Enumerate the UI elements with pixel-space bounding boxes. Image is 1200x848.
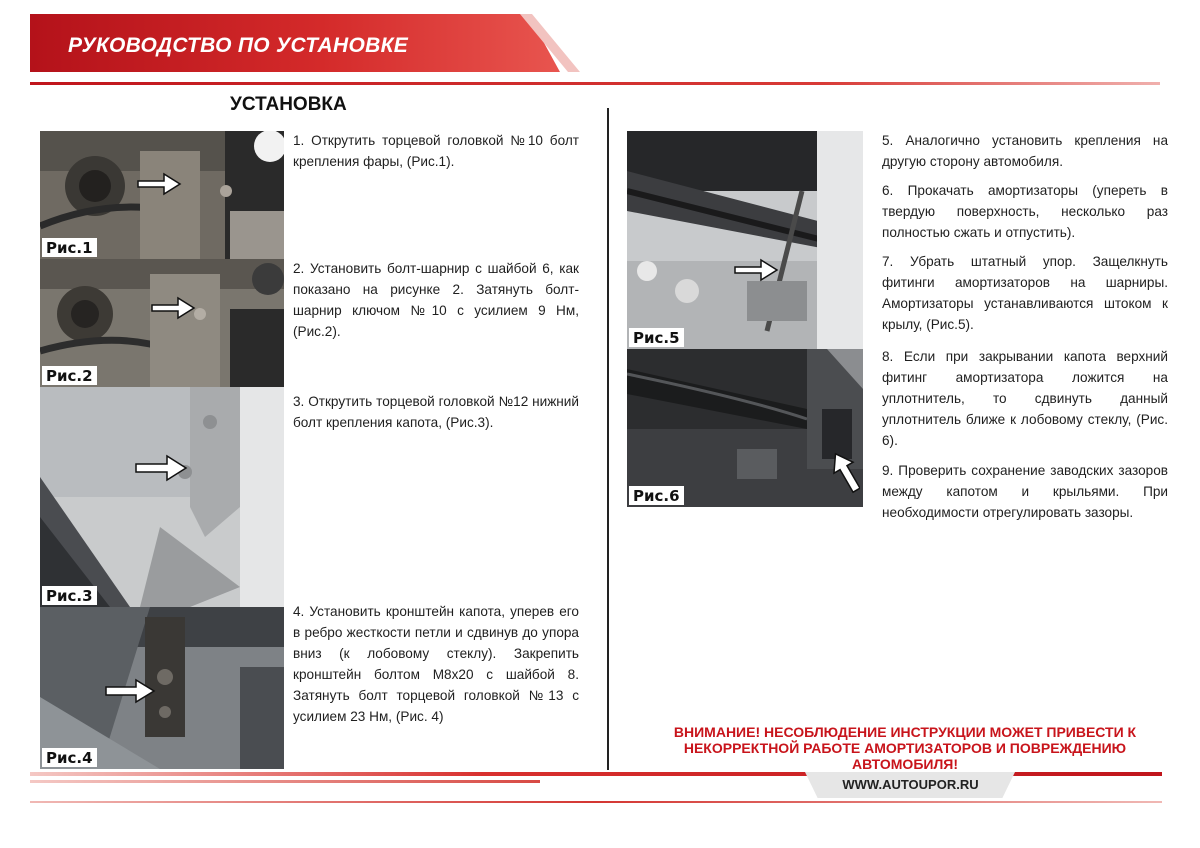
figure-1-photo — [40, 131, 284, 259]
step-3: 3. Открутить торцевой головкой №12 нижний болт крепления капота, (Рис.3). — [293, 394, 579, 430]
white-arrow-icon — [136, 171, 182, 197]
column-divider — [607, 108, 609, 770]
step-4: 4. Установить кронштейн капота, уперев его в ребро жесткости петли и сдвинув до упора вниз (к лобовому стеклу). Закрепить кронштейн болтом М8х20 с шайбой 8. Затянуть болт торцевой головкой №13 с усилием 23 Нм, (Рис. 4) — [293, 604, 579, 724]
header-divider — [30, 82, 1160, 85]
step-6: 6. Прокачать амортизаторы (упереть в твердую поверхность, несколько раз полностью сжать и отпустить). — [882, 183, 1168, 240]
step-8: 8. Если при закрывании капота верхний фитинг амортизатора ложится на уплотнитель, то сдвинуть данный уплотнитель ближе к лобовому стеклу, (Рис. 6). — [882, 349, 1168, 448]
figure-6-label: Рис.6 — [629, 486, 684, 505]
white-arrow-icon — [733, 257, 779, 283]
step-1: 1. Открутить торцевой головкой №10 болт крепления фары, (Рис.1). — [293, 133, 579, 169]
white-arrow-icon — [150, 295, 196, 321]
section-heading: УСТАНОВКА — [230, 94, 347, 115]
figure-5-label: Рис.5 — [629, 328, 684, 347]
figure-2-label: Рис.2 — [42, 366, 97, 385]
page-title: РУКОВОДСТВО ПО УСТАНОВКЕ — [68, 34, 409, 57]
white-arrow-icon — [134, 453, 188, 483]
figure-3-label: Рис.3 — [42, 586, 97, 605]
step-5: 5. Аналогично установить крепления на другую сторону автомобиля. — [882, 133, 1168, 169]
white-arrow-icon — [104, 677, 156, 705]
footer-stripe-secondary — [30, 780, 540, 783]
figure-5-photo — [627, 131, 863, 349]
step-7: 7. Убрать штатный упор. Защелкнуть фитинги амортизаторов на шарниры. Амортизаторы устанавливаются штоком к крылу, (Рис.5). — [882, 254, 1168, 332]
white-arrow-icon — [832, 449, 860, 495]
warning-notice: ВНИМАНИЕ! НЕСОБЛЮДЕНИЕ ИНСТРУКЦИИ МОЖЕТ ПРИВЕСТИ К НЕКОРРЕКТНОЙ РАБОТЕ АМОРТИЗАТОРОВ И ПОВРЕЖДЕНИЮ АВТОМОБИЛЯ! — [673, 724, 1137, 772]
figure-1-label: Рис.1 — [42, 238, 97, 257]
figure-6-photo — [627, 349, 863, 507]
figure-3-photo — [40, 387, 284, 607]
figure-4-label: Рис.4 — [42, 748, 97, 767]
figure-2-photo — [40, 259, 284, 387]
step-9: 9. Проверить сохранение заводских зазоров между капотом и крыльями. При необходимости отрегулировать зазоры. — [882, 463, 1168, 520]
figure-4-photo — [40, 607, 284, 769]
footer-url[interactable]: WWW.AUTOUPOR.RU — [842, 777, 979, 792]
footer-divider — [30, 801, 1162, 803]
step-2: 2. Установить болт-шарнир с шайбой 6, как показано на рисунке 2. Затянуть болт-шарнир ключом №10 с усилием 9 Нм, (Рис.2). — [293, 261, 579, 339]
